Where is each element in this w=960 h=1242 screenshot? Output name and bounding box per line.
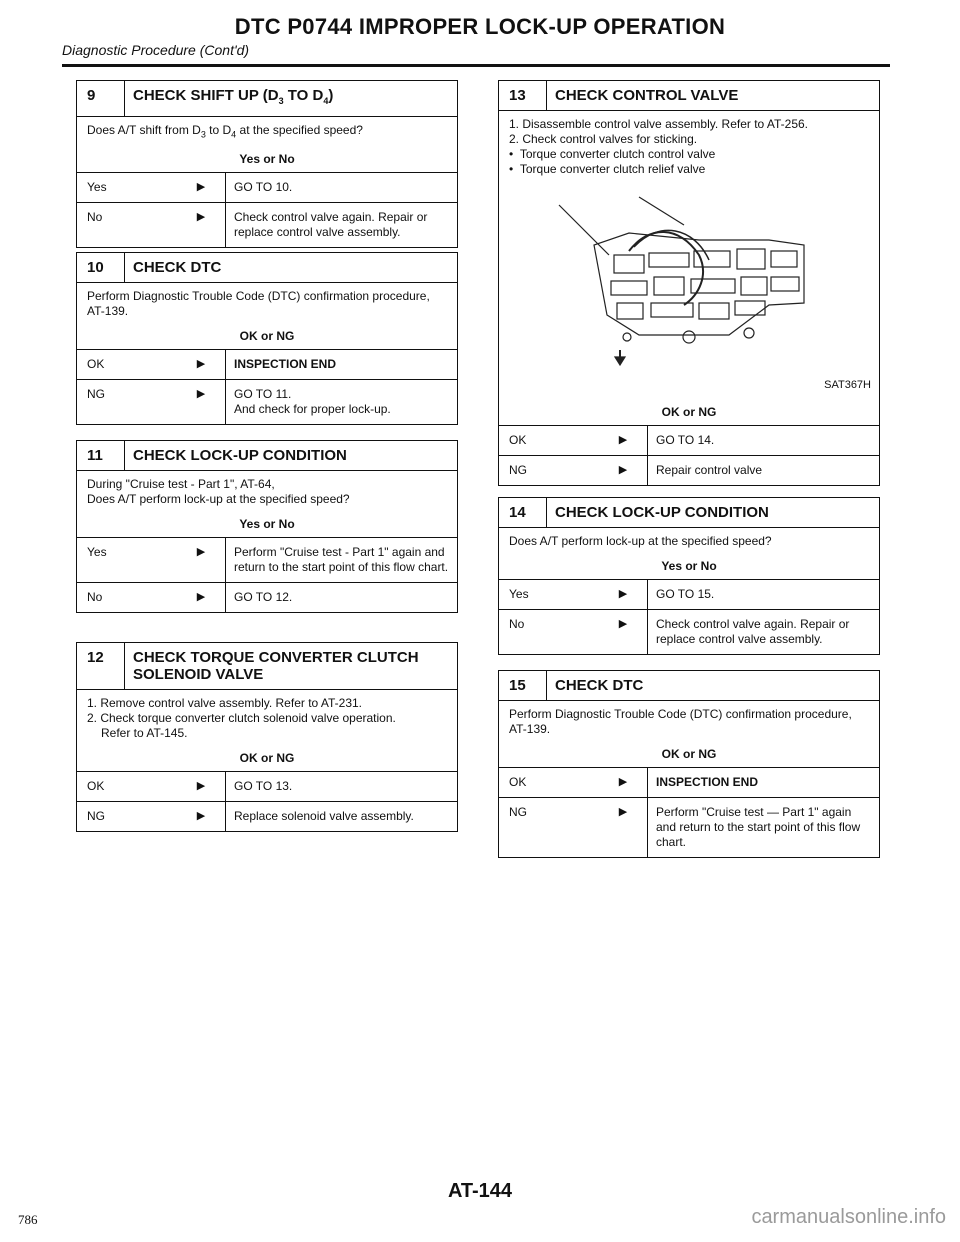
step-10-header [77, 253, 457, 283]
figure-caption: SAT367H [824, 379, 871, 391]
result-key: No [87, 590, 103, 604]
page-subtitle: Diagnostic Procedure (Cont'd) [62, 42, 250, 58]
body-line: Does A/T shift from $D_3$ to $D_4$ at the specified speed? [87, 123, 363, 140]
step-question: Yes or No [239, 517, 295, 531]
step-title: CHECK SHIFT UP ($D_3$ TO $D_4$) [133, 87, 334, 106]
result-key: Yes [87, 180, 107, 195]
page-number: 786 [18, 1212, 38, 1227]
result-key: NG [87, 809, 105, 823]
step-12-header [77, 643, 457, 690]
result-row [77, 172, 457, 202]
result-value: Check control valve again. Repair or replace control valve assembly. [225, 203, 457, 247]
arrow-icon: ▶ [196, 546, 206, 558]
result-value: Perform "Cruise test — Part 1" again and return to the start point of this flow chart. [647, 798, 879, 857]
result-row [499, 609, 879, 654]
arrow-icon: ▶ [196, 211, 206, 224]
header-rule [62, 64, 890, 67]
result-row [77, 582, 457, 612]
step-title: CHECK LOCK-UP CONDITION [555, 504, 769, 521]
step-body [499, 528, 879, 553]
result-bullet: GO TO 11. [234, 387, 292, 401]
step-question: OK or NG [661, 747, 717, 761]
step-10-box [76, 252, 458, 425]
step-title: CHECK CONTROL VALVE [555, 87, 739, 104]
result-key: OK [87, 357, 105, 371]
step-number: 13 [499, 81, 547, 110]
step-body [77, 117, 457, 146]
result-row [499, 797, 879, 857]
step-9-box [76, 80, 458, 248]
step-question: Yes or No [239, 152, 295, 167]
arrow-icon: ▶ [618, 588, 628, 600]
step-number: 14 [499, 498, 547, 527]
step-13-header [499, 81, 879, 111]
result-row [77, 771, 457, 801]
result-row [77, 349, 457, 379]
step-question: OK or NG [661, 405, 717, 419]
page-label: AT-144 [447, 1180, 513, 1202]
step-number: 15 [499, 671, 547, 700]
result-row [77, 801, 457, 831]
result-row [77, 379, 457, 424]
result-key: OK [509, 433, 527, 447]
result-value: INSPECTION END [225, 350, 457, 379]
body-line: 2. Check torque converter clutch solenoid valve operation. [87, 711, 396, 725]
arrow-icon: ▶ [618, 776, 628, 788]
arrow-icon: ▶ [196, 591, 206, 603]
step-title: CHECK DTC [555, 677, 644, 694]
control-valve-figure [499, 185, 879, 395]
result-key: NG [509, 463, 527, 477]
arrow-icon: ▶ [618, 434, 628, 446]
step-body [77, 283, 457, 323]
body-line: During "Cruise test - Part 1", AT-64, [87, 477, 275, 491]
step-14-box [498, 497, 880, 655]
result-row [77, 202, 457, 247]
result-row [499, 579, 879, 609]
result-key: NG [87, 387, 105, 401]
result-value: GO TO 14. [647, 426, 879, 455]
result-value: GO TO 13. [225, 772, 457, 801]
step-title: CHECK TORQUE CONVERTER CLUTCH SOLENOID VALVE [133, 649, 419, 683]
step-11-header [77, 441, 457, 471]
arrow-icon: ▶ [196, 358, 206, 370]
arrow-icon: ▶ [196, 780, 206, 792]
step-question: Yes or No [661, 559, 717, 573]
result-key: OK [509, 775, 527, 789]
step-14-header [499, 498, 879, 528]
arrow-icon: ▶ [618, 464, 628, 476]
step-number: 11 [77, 441, 125, 470]
step-number: 12 [77, 643, 125, 689]
result-bullet: And check for proper lock-up. [234, 402, 391, 416]
body-line: 2. Check control valves for sticking. [509, 132, 698, 146]
result-value: Replace solenoid valve assembly. [225, 802, 457, 831]
step-11-box [76, 440, 458, 613]
body-bullet: • Torque converter clutch relief valve [509, 162, 869, 177]
step-13-box [498, 80, 880, 486]
step-title: CHECK LOCK-UP CONDITION [133, 447, 347, 464]
step-body [499, 701, 879, 741]
result-value: Repair control valve [647, 456, 879, 485]
result-row [77, 537, 457, 582]
body-line: Does A/T perform lock-up at the specified speed? [87, 492, 350, 506]
body-line: Does A/T perform lock-up at the specified speed? [509, 534, 772, 548]
step-body [499, 111, 879, 181]
step-question: OK or NG [239, 751, 295, 765]
arrow-icon: ▶ [196, 181, 206, 194]
arrow-icon: ▶ [618, 618, 628, 630]
result-value: Check control valve again. Repair or replace control valve assembly. [647, 610, 879, 654]
result-key: NG [509, 805, 527, 819]
arrow-icon: ▶ [196, 388, 206, 400]
step-12-box [76, 642, 458, 832]
step-title: CHECK DTC [133, 259, 222, 276]
result-key: No [87, 210, 103, 225]
body-line: 1. Disassemble control valve assembly. Refer to AT-256. [509, 117, 809, 131]
step-body [77, 471, 457, 511]
body-line: Refer to AT-145. [101, 726, 188, 740]
step-15-box [498, 670, 880, 858]
result-row [499, 425, 879, 455]
result-key: Yes [87, 545, 107, 559]
arrow-icon: ▶ [618, 806, 628, 818]
step-question: OK or NG [239, 329, 295, 343]
result-key: OK [87, 779, 105, 793]
page-title: DTC P0744 IMPROPER LOCK-UP OPERATION [234, 14, 726, 39]
step-number: 9 [77, 81, 125, 116]
result-row [499, 767, 879, 797]
body-line: Perform Diagnostic Trouble Code (DTC) confirmation procedure, AT-139. [509, 707, 852, 736]
result-value [225, 380, 457, 424]
control-valve-illustration [499, 185, 877, 395]
step-number: 10 [77, 253, 125, 282]
body-line: 1. Remove control valve assembly. Refer to AT-231. [87, 696, 363, 710]
result-value: GO TO 15. [647, 580, 879, 609]
step-body [77, 690, 457, 745]
body-line: Perform Diagnostic Trouble Code (DTC) confirmation procedure, AT-139. [87, 289, 430, 318]
result-key: No [509, 617, 525, 631]
result-value: INSPECTION END [647, 768, 879, 797]
result-value: Perform "Cruise test - Part 1" again and return to the start point of this flow chart. [225, 538, 457, 582]
arrow-icon: ▶ [196, 810, 206, 822]
step-15-header [499, 671, 879, 701]
result-value: GO TO 10. [225, 173, 457, 202]
result-key: Yes [509, 587, 529, 601]
body-bullet: • Torque converter clutch control valve [509, 147, 869, 162]
result-row [499, 455, 879, 485]
watermark: carmanualsonline.info [751, 1206, 946, 1228]
result-value: GO TO 12. [225, 583, 457, 612]
step-9-header [77, 81, 457, 117]
